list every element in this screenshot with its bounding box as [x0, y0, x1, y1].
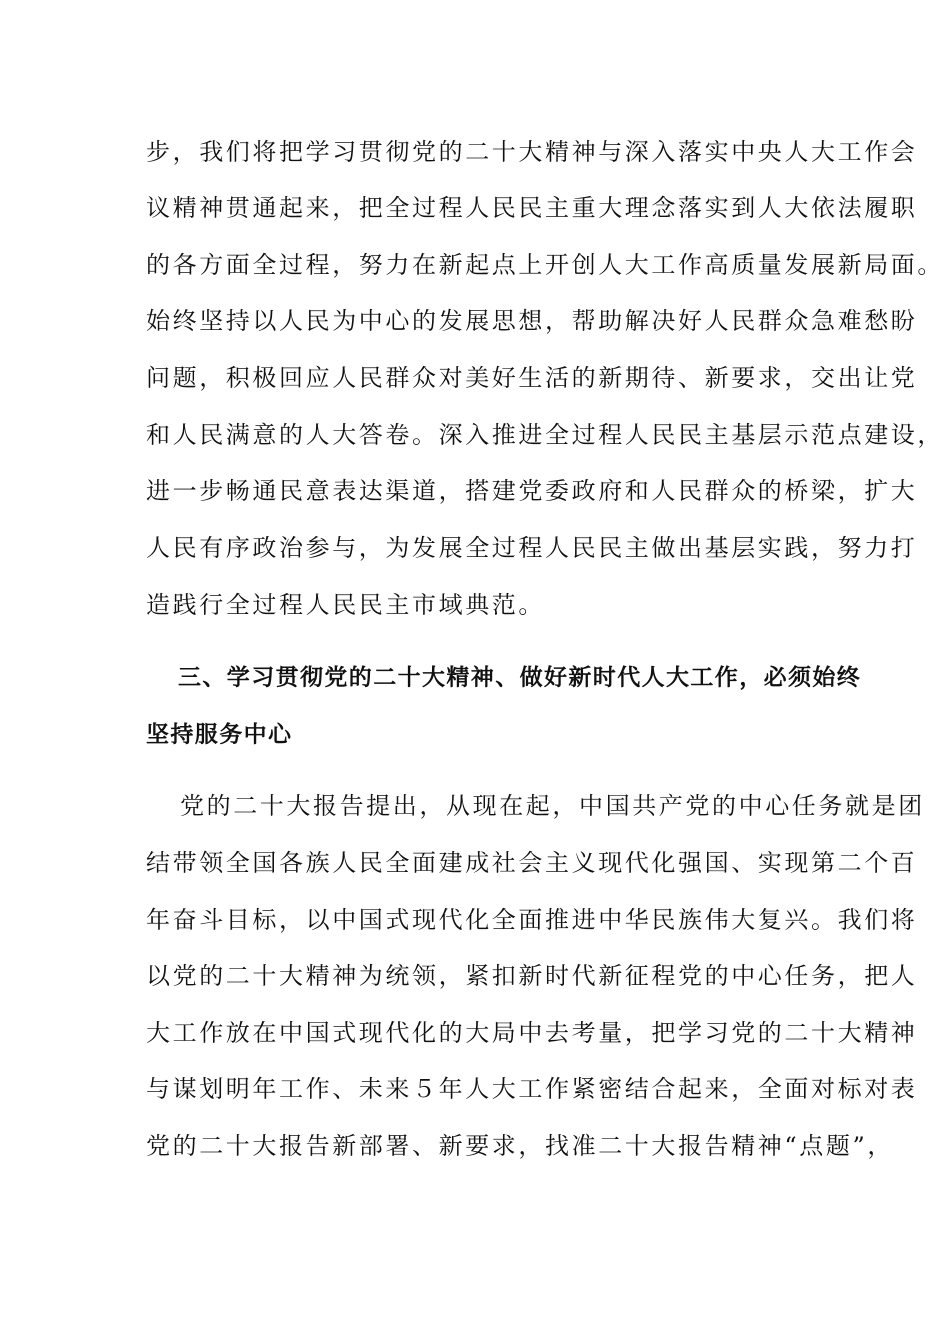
text-line: 年奋斗目标，以中国式现代化全面推进中华民族伟大复兴。我们将: [146, 906, 918, 934]
text-line: 结带领全国各族人民全面建成社会主义现代化强国、实现第二个百: [146, 849, 918, 877]
text-line: 步，我们将把学习贯彻党的二十大精神与深入落实中央人大工作会: [146, 138, 918, 166]
text-line: 进一步畅通民意表达渠道，搭建党委政府和人民群众的桥梁，扩大: [146, 477, 918, 505]
text-line: 问题，积极回应人民群众对美好生活的新期待、新要求，交出让党: [146, 364, 918, 392]
text-line: 造践行全过程人民民主市域典范。: [146, 591, 545, 619]
text-line: 党的二十大报告提出，从现在起，中国共产党的中心任务就是团: [180, 792, 925, 820]
text-line: 大工作放在中国式现代化的大局中去考量，把学习党的二十大精神: [146, 1019, 918, 1047]
text-line: 以党的二十大精神为统领，紧扣新时代新征程党的中心任务，把人: [146, 962, 918, 990]
text-line: 党的二十大报告新部署、新要求，找准二十大报告精神“点题”，: [146, 1132, 894, 1160]
text-line: 议精神贯通起来，把全过程人民民主重大理念落实到人大依法履职: [146, 194, 918, 222]
heading-line: 三、学习贯彻党的二十大精神、做好新时代人大工作，必须始终: [178, 665, 862, 691]
text-line: 人民有序政治参与，为发展全过程人民民主做出基层实践，努力打: [146, 534, 918, 562]
text-line: 和人民满意的人大答卷。深入推进全过程人民民主基层示范点建设，: [146, 421, 944, 449]
heading-line: 坚持服务中心: [146, 722, 293, 748]
text-line: 与谋划明年工作、未来５年人大工作紧密结合起来，全面对标对表: [146, 1075, 918, 1103]
text-line: 始终坚持以人民为中心的发展思想，帮助解决好人民群众急难愁盼: [146, 307, 918, 335]
text-line: 的各方面全过程，努力在新起点上开创人大工作高质量发展新局面。: [146, 251, 944, 279]
